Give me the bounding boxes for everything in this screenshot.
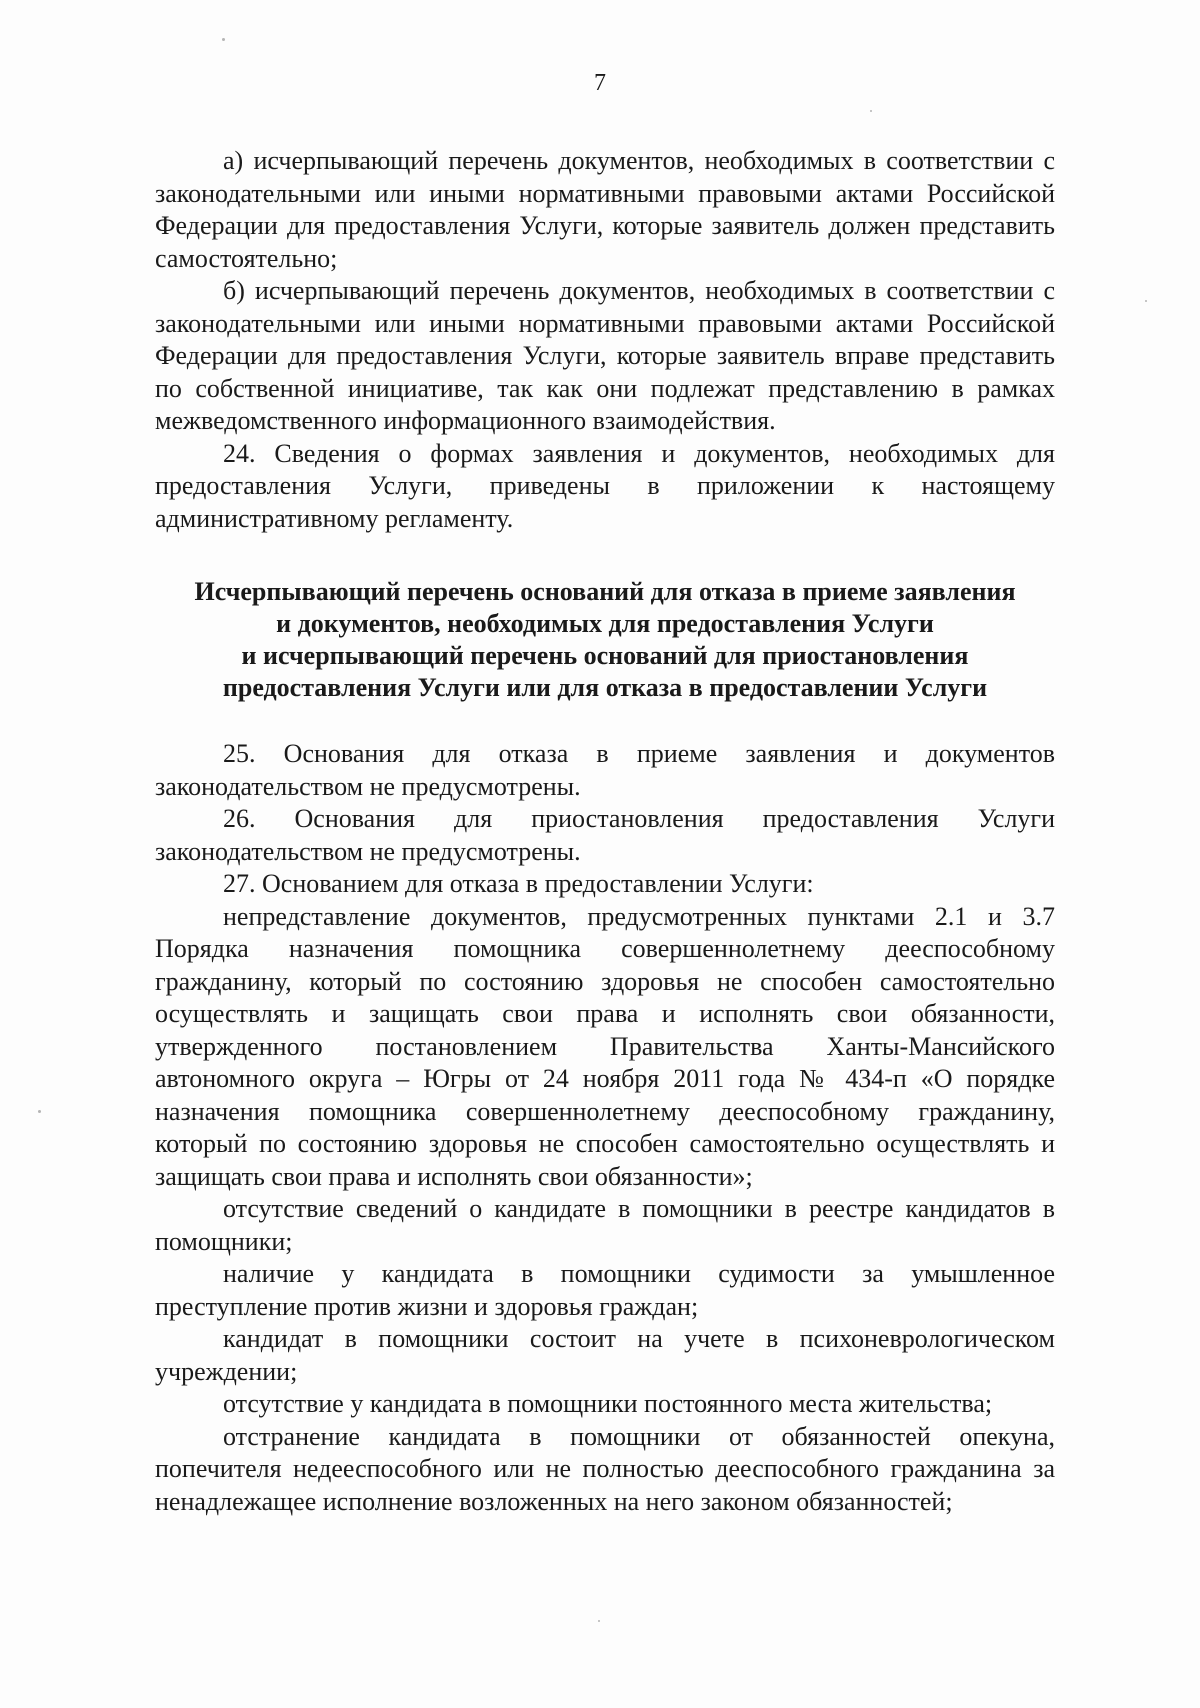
document-body [155,145,1055,1518]
paragraph-26: 26. Основания для приостановления предоставления Услуги законодательством не предусмотрены. [155,804,1055,866]
scan-speck [598,1620,600,1622]
refusal-ground-removal: отстранение кандидата в помощники от обязанностей опекуна, попечителя недееспособного или не полностью дееспособного гражданина за ненадлежащее исполнение возложенных на него законом обязанностей; [155,1421,1055,1516]
scan-speck [38,1110,41,1113]
scan-speck [1145,300,1147,302]
paragraph-24: 24. Сведения о формах заявления и документов, необходимых для предоставления Услуги, приведены в приложении к настоящему административному регламенту. [155,438,1055,533]
refusal-ground-registry: отсутствие сведений о кандидате в помощники в реестре кандидатов в помощники; [155,1194,1055,1256]
section-title-line: и исчерпывающий перечень оснований для приостановления [241,641,969,670]
scan-speck [870,110,872,112]
refusal-ground-residence: отсутствие у кандидата в помощники постоянного места жительства; [223,1389,993,1418]
scan-speck [222,38,225,41]
section-title-line: и документов, необходимых для предоставления Услуги [276,609,934,638]
refusal-ground-documents: непредставление документов, предусмотренных пунктами 2.1 и 3.7 Порядка назначения помощника совершеннолетнему дееспособному гражданину, который по состоянию здоровья не способен самостоятельно осуществлять и защищать свои права и исполнять свои обязанности, утвержденного постановлением Правительства Ханты-Мансийского автономного округа – Югры от 24 ноября 2011 года № 434-п «О порядке назначения помощника совершеннолетнему дееспособному гражданину, который по состоянию здоровья не способен самостоятельно осуществлять и защищать свои права и исполнять свои обязанности»; [155,901,1055,1191]
paragraph-item-b: б) исчерпывающий перечень документов, необходимых в соответствии с законодательными или иными нормативными правовыми актами Российской Федерации для предоставления Услуги, которые заявитель вправе представить по собственной инициативе, так как они подлежат представлению в рамках межведомственного информационного взаимодействия. [155,276,1055,435]
refusal-ground-psychiatric: кандидат в помощники состоит на учете в психоневрологическом учреждении; [155,1324,1055,1386]
refusal-ground-conviction: наличие у кандидата в помощники судимости за умышленное преступление против жизни и здоровья граждан; [155,1259,1055,1321]
section-title [155,576,1055,704]
paragraph-25: 25. Основания для отказа в приеме заявления и документов законодательством не предусмотрены. [155,739,1055,801]
paragraph-item-a: а) исчерпывающий перечень документов, необходимых в соответствии с законодательными или иными нормативными правовыми актами Российской Федерации для предоставления Услуги, которые заявитель должен представить самостоятельно; [155,146,1055,273]
page-number: 7 [594,70,606,96]
section-title-line: предоставления Услуги или для отказа в предоставлении Услуги [222,673,988,702]
section-title-line: Исчерпывающий перечень оснований для отказа в приеме заявления [194,577,1016,606]
paragraph-27: 27. Основанием для отказа в предоставлении Услуги: [223,869,814,898]
